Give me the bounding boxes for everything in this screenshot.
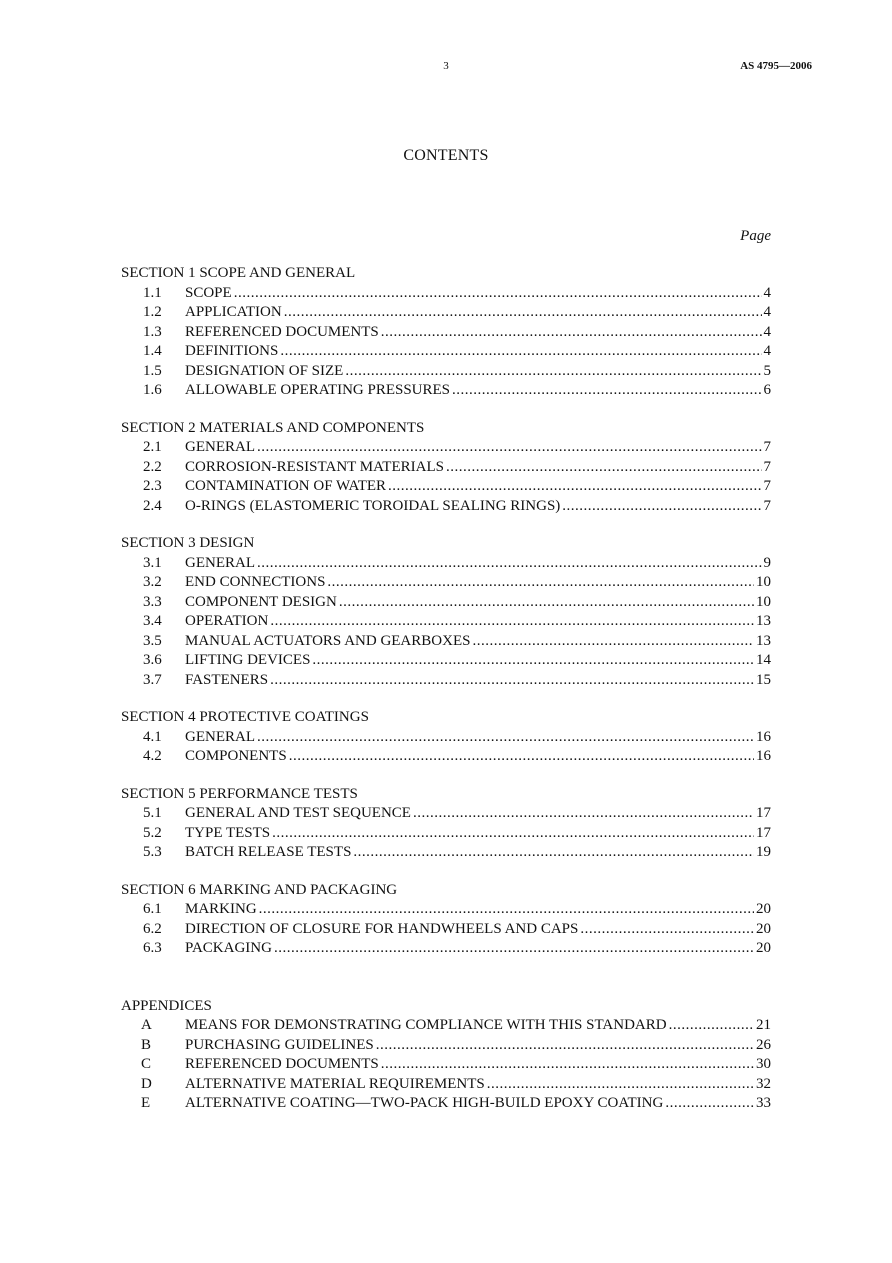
toc-entry[interactable] — [121, 284, 771, 304]
entry-number: 2.1 — [143, 439, 162, 455]
entry-page-number: 7 — [763, 497, 771, 514]
entry-page-number: 4 — [763, 323, 771, 340]
entry-page-number: 9 — [763, 554, 771, 571]
toc-entry[interactable] — [121, 920, 771, 940]
entry-page-number: 4 — [763, 304, 771, 320]
toc-entry[interactable] — [121, 612, 771, 632]
entry-number: 3.4 — [143, 613, 162, 629]
entry-number: 6.3 — [143, 940, 162, 956]
toc-entry[interactable] — [121, 458, 771, 478]
section-group — [121, 534, 771, 690]
entry-title: ALTERNATIVE COATING—TWO-PACK HIGH-BUILD EPOXY COATING — [185, 1095, 664, 1111]
entry-page-number: 7 — [763, 439, 771, 455]
toc-entry[interactable] — [121, 1094, 771, 1114]
entry-page-number: 4 — [763, 284, 771, 301]
entry-title: DIRECTION OF CLOSURE FOR HANDWHEELS AND CAPS — [185, 920, 579, 937]
entry-number: D — [141, 1075, 152, 1092]
entry-number: 1.2 — [143, 304, 162, 320]
entry-page-number: 20 — [756, 901, 771, 917]
toc-entry[interactable] — [121, 900, 771, 920]
toc-entry[interactable] — [121, 438, 771, 458]
entry-number: 3.7 — [143, 671, 162, 688]
dot-leader — [274, 939, 754, 959]
entry-title: MEANS FOR DEMONSTRATING COMPLIANCE WITH THIS STANDARD — [185, 1017, 667, 1033]
dot-leader — [284, 303, 762, 323]
entry-title: END CONNECTIONS — [185, 574, 326, 590]
dot-leader — [665, 1094, 754, 1114]
section-group — [121, 881, 771, 959]
entry-number: A — [141, 1017, 152, 1033]
entry-number: 2.4 — [143, 497, 162, 514]
entry-title: REFERENCED DOCUMENTS — [185, 323, 379, 340]
toc-entry[interactable] — [121, 939, 771, 959]
entry-number: 1.3 — [143, 323, 162, 340]
toc-entry[interactable] — [121, 1055, 771, 1075]
entry-page-number: 16 — [756, 748, 771, 764]
entry-title: FASTENERS — [185, 671, 269, 688]
entry-number: 4.2 — [143, 748, 162, 764]
entry-number: 5.3 — [143, 844, 162, 860]
entry-title: GENERAL — [185, 439, 255, 455]
dot-leader — [270, 612, 754, 632]
dot-leader — [472, 632, 754, 652]
entry-page-number: 10 — [756, 593, 771, 610]
entry-title: LIFTING DEVICES — [185, 652, 311, 668]
entry-title: MARKING — [185, 901, 257, 917]
entry-title: OPERATION — [185, 613, 269, 629]
entry-number: B — [141, 1036, 152, 1053]
entry-page-number: 4 — [763, 343, 771, 359]
dot-leader — [345, 362, 761, 382]
entry-title: PACKAGING — [185, 940, 272, 956]
entry-page-number: 13 — [756, 632, 771, 649]
dot-leader — [257, 728, 754, 748]
entry-title: APPLICATION — [185, 304, 282, 320]
entry-title: COMPONENT DESIGN — [185, 593, 337, 610]
toc-entry[interactable] — [121, 323, 771, 343]
entry-number: 5.2 — [143, 824, 162, 841]
section-heading[interactable]: SECTION 3 DESIGN — [121, 535, 255, 551]
entry-page-number: 30 — [756, 1056, 771, 1072]
dot-leader — [312, 651, 754, 671]
entry-title: O-RINGS (ELASTOMERIC TOROIDAL SEALING RINGS) — [185, 497, 561, 514]
toc-entry[interactable] — [121, 824, 771, 844]
section-heading[interactable]: SECTION 6 MARKING AND PACKAGING — [121, 881, 398, 898]
entry-number: 3.6 — [143, 652, 162, 668]
entry-title: ALLOWABLE OPERATING PRESSURES — [185, 382, 451, 398]
entry-number: 4.1 — [143, 728, 162, 745]
dot-leader — [327, 573, 754, 593]
section-group — [121, 785, 771, 863]
toc-entry[interactable] — [121, 362, 771, 382]
dot-leader — [487, 1075, 754, 1095]
toc-entry[interactable] — [121, 728, 771, 748]
section-group — [121, 708, 771, 767]
entry-page-number: 10 — [756, 574, 771, 590]
dot-leader — [376, 1036, 754, 1056]
entry-title: COMPONENTS — [185, 748, 287, 764]
entry-title: REFERENCED DOCUMENTS — [185, 1056, 379, 1072]
toc-entry[interactable] — [121, 342, 771, 362]
toc-entry[interactable] — [121, 671, 771, 691]
entry-number: 6.2 — [143, 920, 162, 937]
entry-title: DESIGNATION OF SIZE — [185, 362, 344, 379]
entry-number: 5.1 — [143, 805, 162, 821]
dot-leader — [234, 284, 762, 304]
toc-entry[interactable] — [121, 593, 771, 613]
entry-number: 6.1 — [143, 901, 162, 917]
entry-title: MANUAL ACTUATORS AND GEARBOXES — [185, 632, 471, 649]
dot-leader — [562, 497, 761, 517]
entry-number: 1.5 — [143, 362, 162, 379]
toc-entry[interactable] — [121, 1016, 771, 1036]
toc-entry[interactable] — [121, 381, 771, 401]
appendices-heading[interactable]: APPENDICES — [121, 997, 212, 1014]
entry-page-number: 17 — [756, 805, 771, 821]
entry-title: BATCH RELEASE TESTS — [185, 844, 352, 860]
dot-leader — [339, 593, 754, 613]
entry-page-number: 6 — [763, 382, 771, 398]
toc-entry[interactable] — [121, 1036, 771, 1056]
entry-page-number: 20 — [756, 940, 771, 956]
entry-page-number: 32 — [756, 1075, 771, 1092]
dot-leader — [446, 458, 762, 478]
dot-leader — [381, 1055, 754, 1075]
entry-number: 3.2 — [143, 574, 162, 590]
entry-page-number: 13 — [756, 613, 771, 629]
dot-leader — [259, 900, 754, 920]
entry-page-number: 7 — [763, 478, 771, 494]
entry-page-number: 26 — [756, 1036, 771, 1053]
entry-page-number: 17 — [756, 824, 771, 841]
table-of-contents — [121, 264, 771, 1132]
entry-page-number: 5 — [763, 362, 771, 379]
entry-title: PURCHASING GUIDELINES — [185, 1036, 374, 1053]
entry-title: CORROSION-RESISTANT MATERIALS — [185, 458, 444, 475]
entry-number: 1.6 — [143, 382, 162, 398]
entry-page-number: 15 — [756, 671, 771, 688]
entry-number: E — [141, 1095, 151, 1111]
section-group — [121, 419, 771, 517]
dot-leader — [452, 381, 761, 401]
entry-number: 2.2 — [143, 458, 162, 475]
entry-page-number: 33 — [756, 1095, 771, 1111]
dot-leader — [413, 804, 754, 824]
dot-leader — [353, 843, 754, 863]
page-number: 3 — [443, 60, 449, 72]
toc-entry[interactable] — [121, 477, 771, 497]
dot-leader — [289, 747, 754, 767]
page-title: CONTENTS — [403, 147, 489, 164]
toc-entry[interactable] — [121, 554, 771, 574]
entry-number: 3.5 — [143, 632, 162, 649]
toc-entry[interactable] — [121, 497, 771, 517]
toc-entry[interactable] — [121, 303, 771, 323]
entry-title: GENERAL — [185, 554, 255, 571]
entry-page-number: 19 — [756, 844, 771, 860]
dot-leader — [270, 671, 754, 691]
dot-leader — [580, 920, 754, 940]
dot-leader — [388, 477, 761, 497]
toc-entry[interactable] — [121, 747, 771, 767]
standard-designation: AS 4795—2006 — [740, 60, 812, 72]
entry-title: DEFINITIONS — [185, 343, 279, 359]
entry-page-number: 20 — [756, 920, 771, 937]
entry-page-number: 14 — [756, 652, 771, 668]
entry-page-number: 7 — [763, 458, 771, 475]
entry-number: 1.1 — [143, 284, 162, 301]
entry-number: 1.4 — [143, 343, 162, 359]
entry-number: 3.1 — [143, 554, 162, 571]
entry-title: CONTAMINATION OF WATER — [185, 478, 387, 494]
toc-entry[interactable] — [121, 804, 771, 824]
page-column-label: Page — [740, 228, 771, 244]
dot-leader — [280, 342, 761, 362]
entry-number: 3.3 — [143, 593, 162, 610]
entry-number: 2.3 — [143, 478, 162, 494]
section-group — [121, 264, 771, 401]
entry-title: GENERAL AND TEST SEQUENCE — [185, 805, 411, 821]
appendices-group — [121, 997, 771, 1114]
toc-entry[interactable] — [121, 632, 771, 652]
section-heading[interactable]: SECTION 2 MATERIALS AND COMPONENTS — [121, 419, 425, 436]
entry-title: ALTERNATIVE MATERIAL REQUIREMENTS — [185, 1075, 485, 1092]
toc-entry[interactable] — [121, 651, 771, 671]
section-heading[interactable]: SECTION 4 PROTECTIVE COATINGS — [121, 709, 369, 725]
toc-entry[interactable] — [121, 1075, 771, 1095]
dot-leader — [669, 1016, 754, 1036]
toc-entry[interactable] — [121, 843, 771, 863]
entry-page-number: 16 — [756, 728, 771, 745]
dot-leader — [272, 824, 754, 844]
entry-title: SCOPE — [185, 284, 232, 301]
dot-leader — [257, 554, 762, 574]
dot-leader — [257, 438, 762, 458]
toc-entry[interactable] — [121, 573, 771, 593]
entry-number: C — [141, 1056, 152, 1072]
entry-title: TYPE TESTS — [185, 824, 271, 841]
dot-leader — [381, 323, 762, 343]
section-heading[interactable]: SECTION 5 PERFORMANCE TESTS — [121, 785, 358, 802]
entry-title: GENERAL — [185, 728, 255, 745]
section-heading[interactable]: SECTION 1 SCOPE AND GENERAL — [121, 265, 356, 281]
entry-page-number: 21 — [756, 1017, 771, 1033]
